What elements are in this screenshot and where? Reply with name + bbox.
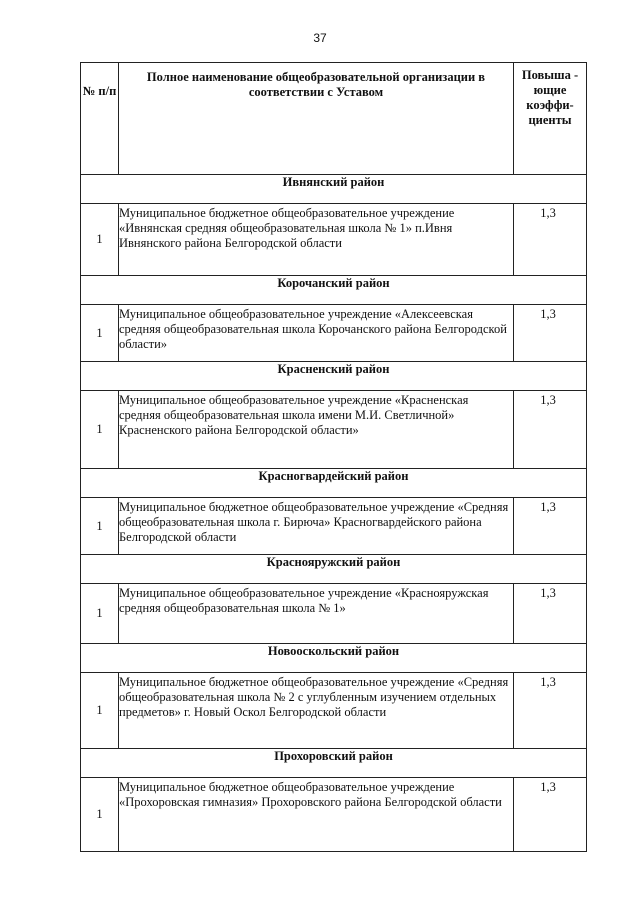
district-name: Красногвардейский район [81, 469, 587, 498]
table-row [81, 778, 587, 852]
district-name: Красненский район [81, 362, 587, 391]
table-row [81, 204, 587, 276]
header-number: № п/п [81, 63, 119, 175]
header-full-name: Полное наименование общеобразовательной организации в соответствии с Уставом [119, 63, 514, 175]
school-name: Муниципальное бюджетное общеобразовательное учреждение «Ивнянская средняя общеобразовательная школа № 1» п.Ивня Ивнянского района Белгородской области [119, 204, 514, 276]
school-name: Муниципальное бюджетное общеобразовательное учреждение «Прохоровская гимназия» Прохоровского района Белгородской области [119, 778, 514, 852]
district-row [81, 175, 587, 204]
row-number: 1 [81, 584, 119, 644]
district-name: Краснояружский район [81, 555, 587, 584]
coefficient-value: 1,3 [540, 780, 556, 794]
schools-table [80, 62, 587, 852]
page-number: 37 [313, 31, 327, 45]
coefficient-cell [514, 305, 587, 362]
row-number: 1 [81, 204, 119, 276]
coefficient-cell [514, 584, 587, 644]
coefficient-cell [514, 778, 587, 852]
district-row [81, 749, 587, 778]
coefficient-value: 1,3 [540, 307, 556, 321]
district-name: Корочанский район [81, 276, 587, 305]
row-number: 1 [81, 778, 119, 852]
district-name: Ивнянский район [81, 175, 587, 204]
school-name: Муниципальное общеобразовательное учреждение «Красненская средняя общеобразовательная школа имени М.И. Светличной» Красненского района Белгородской области» [119, 391, 514, 469]
district-row [81, 362, 587, 391]
district-row [81, 469, 587, 498]
district-name: Прохоровский район [81, 749, 587, 778]
row-number: 1 [81, 673, 119, 749]
header-coefficients: Повыша - ющие коэффи-циенты [514, 63, 587, 175]
school-name: Муниципальное бюджетное общеобразовательное учреждение «Средняя общеобразовательная школа № 2 с углубленным изучением отдельных предметов» г. Новый Оскол Белгородской области [119, 673, 514, 749]
school-name: Муниципальное общеобразовательное учреждение «Алексеевская средняя общеобразовательная школа Корочанского района Белгородской области» [119, 305, 514, 362]
coefficient-value: 1,3 [540, 675, 556, 689]
table-row [81, 584, 587, 644]
district-row [81, 644, 587, 673]
coefficient-cell [514, 204, 587, 276]
coefficient-value: 1,3 [540, 393, 556, 407]
coefficient-value: 1,3 [540, 206, 556, 220]
coefficient-value: 1,3 [540, 586, 556, 600]
coefficient-value: 1,3 [540, 500, 556, 514]
school-name: Муниципальное общеобразовательное учреждение «Краснояружская средняя общеобразовательная школа № 1» [119, 584, 514, 644]
table-row [81, 673, 587, 749]
row-number: 1 [81, 498, 119, 555]
table-row [81, 391, 587, 469]
table-row [81, 498, 587, 555]
row-number: 1 [81, 391, 119, 469]
district-row [81, 555, 587, 584]
district-name: Новооскольский район [81, 644, 587, 673]
school-name: Муниципальное бюджетное общеобразовательное учреждение «Средняя общеобразовательная школа г. Бирюча» Красногвардейского района Белгородской области [119, 498, 514, 555]
table-header-row [81, 63, 587, 175]
row-number: 1 [81, 305, 119, 362]
district-row [81, 276, 587, 305]
coefficient-cell [514, 498, 587, 555]
coefficient-cell [514, 391, 587, 469]
coefficient-cell [514, 673, 587, 749]
table-row [81, 305, 587, 362]
